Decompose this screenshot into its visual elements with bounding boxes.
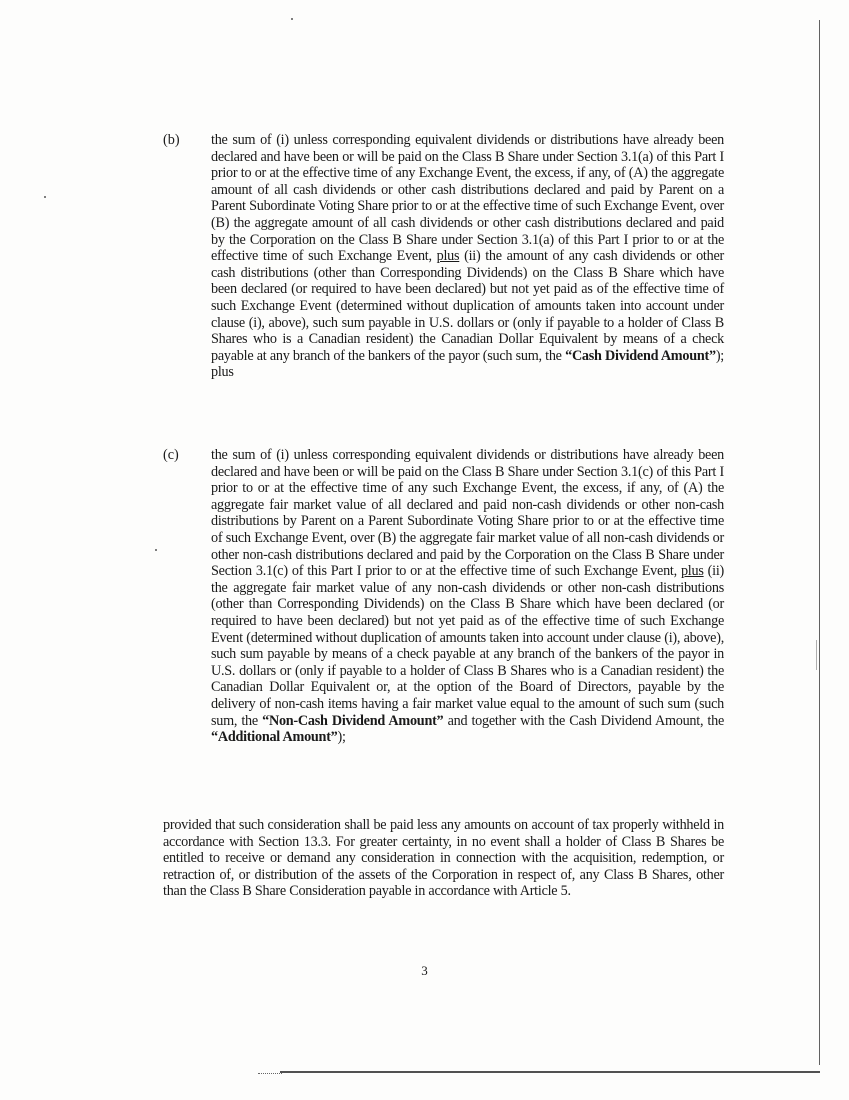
defined-term: “Cash Dividend Amount” xyxy=(565,347,716,364)
clause-text-part: (ii) the aggregate fair market value of any non-cash dividends or other non-cash distributions (other than Corresponding Dividends) on the Class B Share which have been declared (or required to have been declared) but not yet paid as of the effective time of such Exchange Event (determined without duplication of amounts taken into account under clause (i), above), such sum payable by means of a check payable at any branch of the bankers of the payor in U.S. dollars or (only if payable to a holder of Class B Shares who is a Canadian resident) the Canadian Dollar Equivalent or, at the option of the Board of Directors, payable by the delivery of non-cash items having a fair market value equal to the amount of such sum (such sum, the xyxy=(211,563,724,729)
scan-edge-mark xyxy=(816,640,817,670)
clause-text xyxy=(211,132,724,381)
scan-edge-line xyxy=(819,20,820,1065)
clause-text-part: ); plus xyxy=(211,347,724,381)
scan-speck xyxy=(44,196,46,198)
clause-label: (b) xyxy=(163,132,180,148)
plus-emphasis: plus xyxy=(436,248,460,265)
scan-bottom-line xyxy=(280,1071,820,1073)
plus-emphasis: plus xyxy=(680,563,704,580)
scan-speck xyxy=(291,18,293,20)
clause-text-part: and together with the Cash Dividend Amount, the xyxy=(443,712,724,729)
defined-term: “Additional Amount” xyxy=(211,729,338,746)
clause-text-part: the sum of (i) unless corresponding equivalent dividends or distributions have already been declared and have been or will be paid on the Class B Share under Section 3.1(a) of this Part I prior to or at the effective time of any Exchange Event, the excess, if any, of (A) the aggregate amount of all cash dividends or other cash distributions declared and paid by Parent on a Parent Subordinate Voting Share prior to or at the effective time of such Exchange Event, over (B) the aggregate amount of all cash dividends or other cash distributions declared and paid by the Corporation on the Class B Share under Section 3.1(a) of this Part I prior to or at the effective time of such Exchange Event, xyxy=(211,132,724,265)
clause-text xyxy=(211,447,724,746)
scan-speck xyxy=(155,549,157,551)
scan-bottom-dots xyxy=(258,1073,282,1074)
page-number: 3 xyxy=(421,963,428,978)
clause-label: (c) xyxy=(163,447,179,463)
clause-text-part: the sum of (i) unless corresponding equivalent dividends or distributions have already been declared and have been or will be paid on the Class B Share under Section 3.1(c) of this Part I prior to or at the effective time of any such Exchange Event, the excess, if any, of (A) the aggregate fair market value of all declared and paid non-cash dividends or other non-cash distributions by Parent on a Parent Subordinate Voting Share prior to or at the effective time of such Exchange Event, over (B) the aggregate fair market value of all non-cash dividends or other non-cash distributions declared and paid by the Corporation on the Class B Share under Section 3.1(c) of this Part I prior to or at the effective time of such Exchange Event, xyxy=(211,447,724,580)
defined-term: “Non-Cash Dividend Amount” xyxy=(262,712,444,729)
clause-text-part: (ii) the amount of any cash dividends or other cash distributions (other than Corresponding Dividends) on the Class B Share which have been declared (or required to have been declared) but not yet paid as of the effective time of such Exchange Event (determined without duplication of amounts taken into account under clause (i), above), such sum payable in U.S. dollars or (only if payable to a holder of Class B Shares who is a Canadian resident) the Canadian Dollar Equivalent by means of a check payable at any branch of the bankers of the payor (such sum, the xyxy=(211,248,724,364)
clause-text-part: ); xyxy=(337,729,346,746)
proviso-paragraph: provided that such consideration shall be paid less any amounts on account of tax properly withheld in accordance with Section 13.3. For greater certainty, in no event shall a holder of Class B Shares be entitled to receive or demand any consideration in connection with the acquisition, redemption, or retraction of, or distribution of the assets of the Corporation in respect of, any Class B Shares, other than the Class B Share Consideration payable in accordance with Article 5. xyxy=(163,817,724,900)
